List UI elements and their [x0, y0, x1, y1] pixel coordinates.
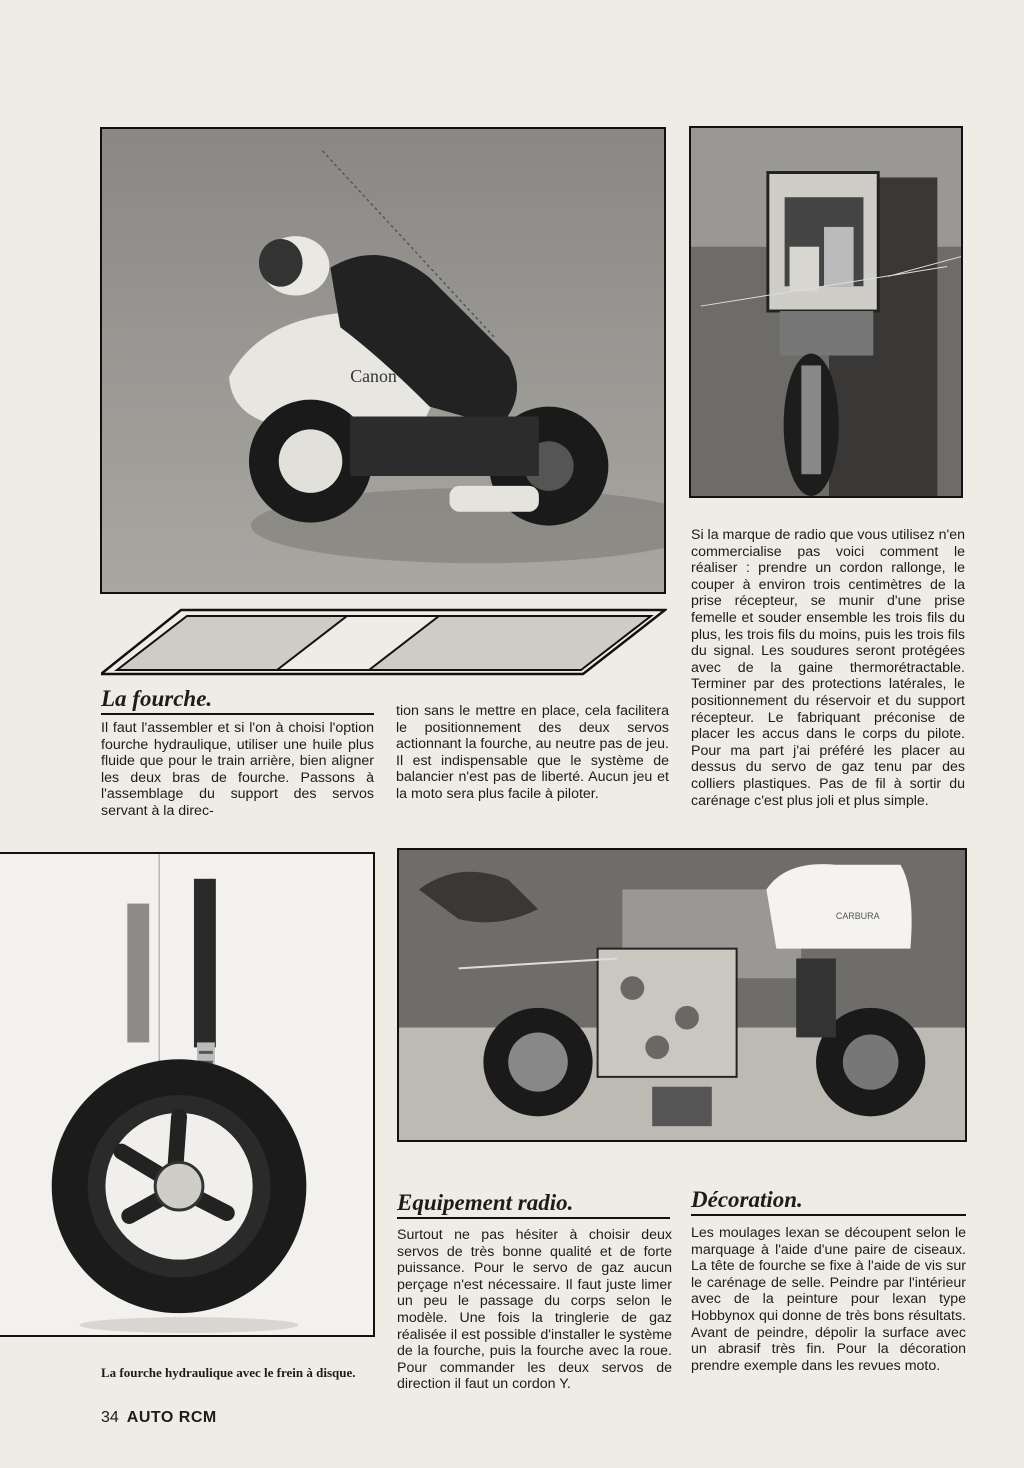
- fork-photo: [0, 852, 375, 1337]
- fourche-heading: La fourche.: [101, 686, 374, 715]
- fourche-text-col2: tion sans le mettre en place, cela facilitera le positionnement des deux servos actionnant la fourche, au neutre pas de jeu. Il est indispensable que le système de balancier n'est pas de liberté. Aucun jeu et la moto sera plus facile à piloter.: [396, 703, 669, 802]
- decoration-text: Les moulages lexan se découpent selon le marquage à l'aide d'une paire de ciseaux. La tête de fourche se fixe à l'aide de vis sur le carénage de selle. Peindre par l'intérieur avec de la peinture pour lexan type Hobbynox qui donne de très bons résultats. Avant de peindre, dépolir la surface avec un abrasif très fin. Pour la décoration prendre exemple dans les revues moto.: [691, 1225, 966, 1374]
- fourche-text-col1: Il faut l'assembler et si l'on à choisi l'option fourche hydraulique, utiliser une huile plus fluide que pour le train arrière, bien aligner les deux bras de fourche. Passons à l'assemblage du support des servos servant à la direc-: [101, 720, 374, 819]
- container-label: CARBURA: [835, 911, 880, 922]
- page-number: 34: [101, 1409, 119, 1426]
- decoration-heading: Décoration.: [691, 1187, 966, 1216]
- page-footer: [101, 1408, 217, 1428]
- workbench-photo: [397, 848, 967, 1142]
- radio-cord-paragraph: Si la marque de radio que vous utilisez n'en commercialise pas voici comment le réaliser : prendre un cordon rallonge, le couper à environ trois centimètres de la prise récepteur, se munir d'une prise femelle et souder ensemble les trois fils du plus, les trois fils du moins, puis les trois fils du signal. Les soudures seront protégées avec de la gaine thermorétractable. Terminer par des protections latérales, le positionnement du réservoir et du support récepteur. Le fabriquant préconise de placer les accus dans le corps du pilote. Pour ma part j'ai préféré les placer au dessus du servo de gaz tenu par des colliers plastiques. Pas de fil à sortir du carénage c'est plus joli et plus simple.: [691, 527, 966, 809]
- decorative-stripes: [101, 608, 667, 676]
- fork-caption: La fourche hydraulique avec le frein à disque.: [101, 1365, 356, 1380]
- rider-photo: [100, 127, 666, 594]
- sponsor-text: Canon: [350, 365, 397, 386]
- equipement-text: Surtout ne pas hésiter à choisir deux servos de très bonne qualité et de forte puissance. Pour le servo de gaz aucun perçage n'est nécessaire. Il faut juste limer un peu le passage du corps selon le modèle. Une fois la tringlerie de gaz réalisée il est possible d'installer le système de la fourche, puis la fourche avec la roue. Pour commander les deux servos de direction il faut un cordon Y.: [397, 1227, 672, 1393]
- chassis-photo: [689, 126, 963, 498]
- equipement-heading: Equipement radio.: [397, 1190, 670, 1219]
- magazine-name: AUTO RCM: [126, 1409, 217, 1426]
